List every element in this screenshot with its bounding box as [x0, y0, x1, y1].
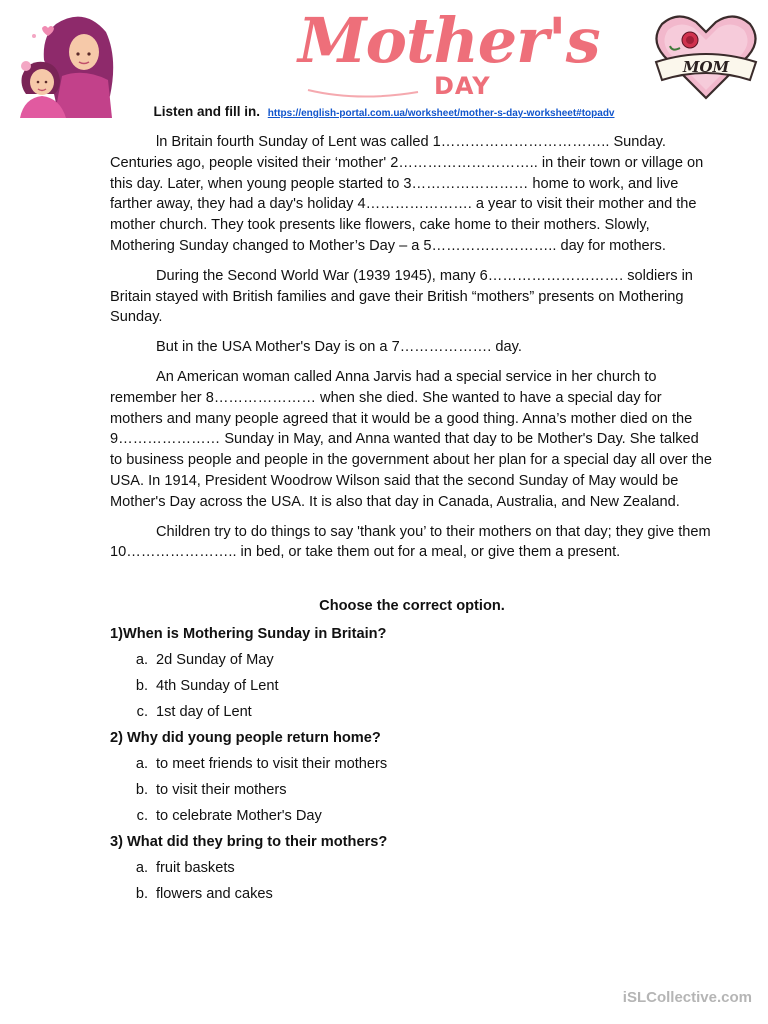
paragraph: An American woman called Anna Jarvis had a special service in her church to remember her 8………………… when she died. She wanted to have a special day for mothers and many people agreed that it would be a good thing. Anna’s mother died on the 9………………… Sunday in May, and Anna wanted that day to be Mother's Day. She talked to business people and people in the government about her plan for a special day all over the USA. In 1914, President Woodrow Wilson said that the second Sunday of May would be Mother's Day across the USA. It is also that day in Canada, Australia, and New Zealand. [110, 368, 712, 510]
question-title: 2) Why did young people return home? [110, 730, 381, 746]
answer-option[interactable] [110, 704, 714, 720]
mother-and-child-illustration [14, 10, 134, 118]
option-letter: a. [135, 652, 148, 668]
answer-option[interactable] [110, 808, 714, 824]
source-link[interactable]: https://english-portal.com.ua/worksheet/mother-s-day-worksheet#topadv [267, 108, 615, 119]
paragraph: Children try to do things to say 'thank you’ to their mothers on that day; they give them 10………………….. in bed, or take them out for a meal, or give them a present. [110, 523, 711, 561]
questions-section [110, 598, 714, 912]
answer-option[interactable] [110, 782, 714, 798]
question-title: 1)When is Mothering Sunday in Britain? [110, 626, 387, 642]
option-text: 4th Sunday of Lent [156, 678, 279, 694]
option-text: to celebrate Mother's Day [156, 808, 322, 824]
option-text: to meet friends to visit their mothers [156, 756, 388, 772]
answer-option[interactable] [110, 678, 714, 694]
mom-heart-badge [650, 10, 762, 102]
instructions-line [0, 104, 768, 119]
logo-title: Mother's [298, 4, 600, 77]
paragraph: But in the USA Mother's Day is on a 7………………. day. [156, 339, 522, 356]
option-letter: c. [136, 704, 148, 720]
option-text: to visit their mothers [156, 782, 287, 798]
option-text: 1st day of Lent [156, 704, 252, 720]
reading-passage [110, 132, 714, 572]
option-text: 2d Sunday of May [156, 652, 274, 668]
badge-text: MOM [682, 58, 730, 76]
option-letter: b. [135, 886, 148, 902]
answer-option[interactable] [110, 860, 714, 876]
answer-option[interactable] [110, 652, 714, 668]
answer-option[interactable] [110, 756, 714, 772]
option-text: flowers and cakes [156, 886, 273, 902]
option-letter: b. [135, 678, 148, 694]
option-letter: a. [135, 756, 148, 772]
instructions-label: Listen and fill in. [153, 104, 260, 119]
mothers-day-logo [298, 4, 600, 104]
questions-heading: Choose the correct option. [319, 598, 505, 614]
question-title: 3) What did they bring to their mothers? [110, 834, 388, 850]
option-letter: a. [135, 860, 148, 876]
answer-option[interactable] [110, 886, 714, 902]
option-letter: c. [136, 808, 148, 824]
watermark: iSLCollective.com [622, 989, 752, 1006]
paragraph: During the Second World War (1939 1945), many 6………………………. soldiers in Britain stayed with British families and gave their British “mothers” presents on Mothering Sunday. [110, 267, 693, 326]
paragraph: ln Britain fourth Sunday of Lent was called 1…………………………….. Sunday. Centuries ago, people visited their ‘mother' 2……………………….. in their town or village on this day. Later, when young people started to 3…………………… home to work, and live farther away, they had a day's holiday 4…………………. a year to visit their mother and the mother church. They took presents like flowers, cake home to their mothers. Slowly, Mothering Sunday changed to Mother’s Day – a 5…………………….. day for mothers. [110, 134, 704, 254]
logo-day: DAY [434, 72, 491, 100]
option-text: fruit baskets [156, 860, 235, 876]
option-letter: b. [135, 782, 148, 798]
